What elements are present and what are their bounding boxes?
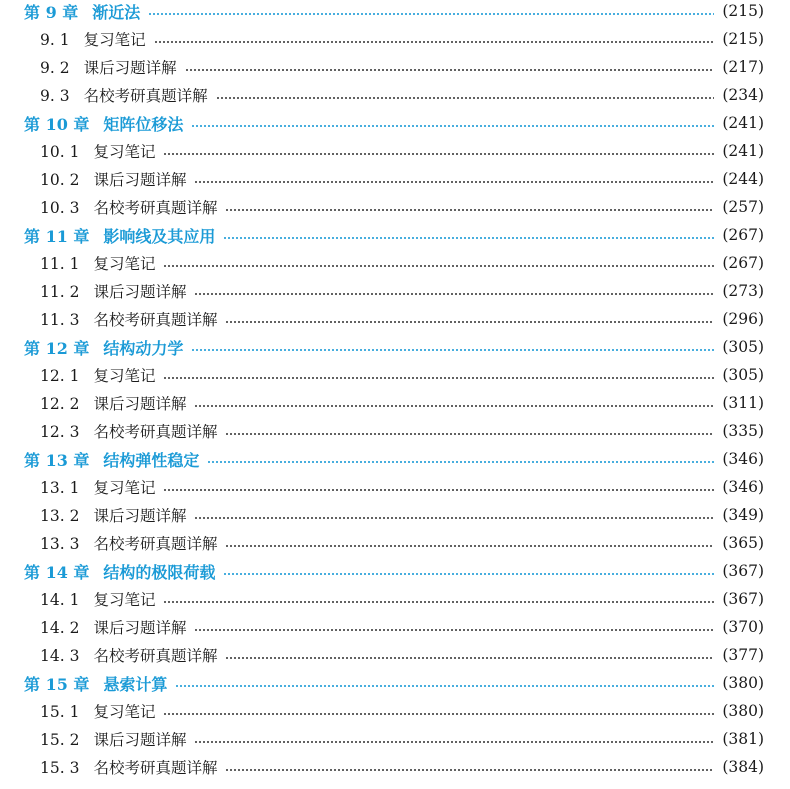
toc-entry-label xyxy=(40,588,155,610)
toc-chapter-row[interactable] xyxy=(24,0,764,25)
section-number: 11. 1 xyxy=(40,255,80,273)
chapter-title: 渐近法 xyxy=(92,2,141,22)
toc-section-row[interactable] xyxy=(40,305,764,333)
toc-chapter-row[interactable] xyxy=(24,333,764,361)
toc-section-row[interactable] xyxy=(40,137,764,165)
dot-leader xyxy=(194,293,714,295)
toc-section-row[interactable] xyxy=(40,613,764,641)
section-number: 11. 3 xyxy=(40,311,80,329)
page-number: (346) xyxy=(722,450,764,468)
dot-leader xyxy=(225,433,714,435)
section-number: 15. 3 xyxy=(40,759,80,777)
page-number: (349) xyxy=(722,506,764,524)
toc-entry-label xyxy=(40,140,155,162)
toc-entry-label xyxy=(40,56,177,78)
toc-entry-label xyxy=(40,28,146,50)
toc-section-row[interactable] xyxy=(40,725,764,753)
section-title: 名校考研真题详解 xyxy=(93,311,218,329)
section-title: 课后习题详解 xyxy=(83,59,177,77)
chapter-title: 矩阵位移法 xyxy=(103,114,184,134)
toc-entry-label xyxy=(40,476,155,498)
dot-leader xyxy=(194,405,714,407)
section-number: 9. 2 xyxy=(40,59,70,77)
page-number: (215) xyxy=(722,30,764,48)
page-number: (217) xyxy=(722,58,764,76)
page-number: (267) xyxy=(722,254,764,272)
section-title: 名校考研真题详解 xyxy=(83,87,208,105)
section-title: 名校考研真题详解 xyxy=(93,647,218,665)
toc-section-row[interactable] xyxy=(40,277,764,305)
section-title: 名校考研真题详解 xyxy=(93,759,218,777)
toc-entry-label xyxy=(24,0,140,23)
toc-section-row[interactable] xyxy=(40,529,764,557)
dot-leader xyxy=(216,97,715,99)
dot-leader xyxy=(225,769,714,771)
toc-section-row[interactable] xyxy=(40,501,764,529)
toc-entry-label xyxy=(24,560,215,583)
toc-section-row[interactable] xyxy=(40,389,764,417)
toc-entry-label xyxy=(40,280,186,302)
toc-chapter-row[interactable] xyxy=(24,557,764,585)
toc-entry-label xyxy=(24,336,183,359)
toc-section-row[interactable] xyxy=(40,361,764,389)
dot-leader xyxy=(185,69,715,71)
toc-entry-label xyxy=(24,672,167,695)
dot-leader xyxy=(194,517,714,519)
toc-section-row[interactable] xyxy=(40,473,764,501)
toc-entry-label xyxy=(40,756,217,778)
toc-entry-label xyxy=(40,504,186,526)
section-title: 复习笔记 xyxy=(93,703,156,721)
toc-entry-label xyxy=(40,308,217,330)
toc-entry-label xyxy=(40,532,217,554)
section-number: 10. 1 xyxy=(40,143,80,161)
section-number: 13. 2 xyxy=(40,507,80,525)
toc-chapter-row[interactable] xyxy=(24,445,764,473)
page-number: (257) xyxy=(722,198,764,216)
toc-entry-label xyxy=(40,420,217,442)
section-number: 14. 2 xyxy=(40,619,80,637)
page-number: (241) xyxy=(722,114,764,132)
dot-leader xyxy=(194,629,714,631)
page-number: (365) xyxy=(722,534,764,552)
chapter-number: 第 14 章 xyxy=(24,562,90,582)
section-number: 9. 3 xyxy=(40,87,70,105)
chapter-number: 第 12 章 xyxy=(24,338,90,358)
toc-entry-label xyxy=(40,196,217,218)
dot-leader xyxy=(207,461,714,463)
page-number: (305) xyxy=(722,338,764,356)
dot-leader xyxy=(163,489,714,491)
section-title: 课后习题详解 xyxy=(93,619,187,637)
chapter-title: 结构弹性稳定 xyxy=(103,450,200,470)
section-number: 15. 1 xyxy=(40,703,80,721)
page-number: (380) xyxy=(722,702,764,720)
page-number: (370) xyxy=(722,618,764,636)
section-title: 复习笔记 xyxy=(93,143,156,161)
section-number: 12. 1 xyxy=(40,367,80,385)
page-number: (367) xyxy=(722,562,764,580)
dot-leader xyxy=(225,321,714,323)
section-title: 课后习题详解 xyxy=(93,283,187,301)
toc-section-row[interactable] xyxy=(40,753,764,781)
toc-entry-label xyxy=(24,224,215,247)
chapter-number: 第 10 章 xyxy=(24,114,90,134)
toc-section-row[interactable] xyxy=(40,697,764,725)
dot-leader xyxy=(175,685,714,687)
page-number: (346) xyxy=(722,478,764,496)
chapter-number: 第 13 章 xyxy=(24,450,90,470)
chapter-number: 第 11 章 xyxy=(24,226,90,246)
dot-leader xyxy=(225,209,714,211)
dot-leader xyxy=(194,181,714,183)
toc-section-row[interactable] xyxy=(40,585,764,613)
section-number: 9. 1 xyxy=(40,31,70,49)
section-title: 名校考研真题详解 xyxy=(93,423,218,441)
page-number: (305) xyxy=(722,366,764,384)
dot-leader xyxy=(194,741,714,743)
toc-section-row[interactable] xyxy=(40,249,764,277)
section-number: 12. 3 xyxy=(40,423,80,441)
page-number: (244) xyxy=(722,170,764,188)
page-number: (311) xyxy=(722,394,764,412)
page-number: (234) xyxy=(722,86,764,104)
page-number: (384) xyxy=(722,758,764,776)
section-title: 名校考研真题详解 xyxy=(93,199,218,217)
toc-entry-label xyxy=(40,644,217,666)
page-number: (241) xyxy=(722,142,764,160)
page-number: (296) xyxy=(722,310,764,328)
dot-leader xyxy=(223,237,714,239)
dot-leader xyxy=(163,713,714,715)
dot-leader xyxy=(163,601,714,603)
section-title: 名校考研真题详解 xyxy=(93,535,218,553)
toc-section-row[interactable] xyxy=(40,165,764,193)
toc-entry-label xyxy=(24,112,183,135)
dot-leader xyxy=(154,41,715,43)
chapter-title: 结构动力学 xyxy=(103,338,184,358)
chapter-number: 第 9 章 xyxy=(24,2,79,22)
chapter-title: 悬索计算 xyxy=(103,674,168,694)
section-title: 课后习题详解 xyxy=(93,171,187,189)
section-number: 13. 3 xyxy=(40,535,80,553)
page-number: (377) xyxy=(722,646,764,664)
toc-entry-label xyxy=(40,84,208,106)
toc-entry-label xyxy=(40,364,155,386)
chapter-title: 影响线及其应用 xyxy=(103,226,216,246)
toc-entry-label xyxy=(40,616,186,638)
page-number: (380) xyxy=(722,674,764,692)
dot-leader xyxy=(163,377,714,379)
section-title: 复习笔记 xyxy=(93,479,156,497)
section-number: 13. 1 xyxy=(40,479,80,497)
dot-leader xyxy=(148,13,714,15)
page-number: (335) xyxy=(722,422,764,440)
chapter-number: 第 15 章 xyxy=(24,674,90,694)
section-number: 10. 3 xyxy=(40,199,80,217)
section-title: 复习笔记 xyxy=(93,367,156,385)
toc-entry-label xyxy=(24,448,199,471)
dot-leader xyxy=(225,657,714,659)
toc-chapter-row[interactable] xyxy=(24,669,764,697)
toc-section-row[interactable] xyxy=(40,81,764,109)
dot-leader xyxy=(191,125,714,127)
page-number: (215) xyxy=(722,2,764,20)
section-number: 15. 2 xyxy=(40,731,80,749)
toc-chapter-row[interactable] xyxy=(24,109,764,137)
toc-section-row[interactable] xyxy=(40,25,764,53)
section-title: 课后习题详解 xyxy=(93,507,187,525)
page-number: (381) xyxy=(722,730,764,748)
toc-section-row[interactable] xyxy=(40,193,764,221)
section-title: 复习笔记 xyxy=(93,255,156,273)
toc-entry-label xyxy=(40,252,155,274)
page-number: (273) xyxy=(722,282,764,300)
toc-chapter-row[interactable] xyxy=(24,221,764,249)
dot-leader xyxy=(225,545,714,547)
toc-entry-label xyxy=(40,168,186,190)
dot-leader xyxy=(223,573,714,575)
toc-section-row[interactable] xyxy=(40,641,764,669)
toc-section-row[interactable] xyxy=(40,417,764,445)
section-title: 复习笔记 xyxy=(93,591,156,609)
toc-entry-label xyxy=(40,700,155,722)
section-number: 14. 3 xyxy=(40,647,80,665)
dot-leader xyxy=(163,153,714,155)
section-number: 14. 1 xyxy=(40,591,80,609)
page-number: (267) xyxy=(722,226,764,244)
toc-entry-label xyxy=(40,728,186,750)
dot-leader xyxy=(191,349,714,351)
toc-entry-label xyxy=(40,392,186,414)
section-title: 复习笔记 xyxy=(83,31,146,49)
section-number: 10. 2 xyxy=(40,171,80,189)
section-title: 课后习题详解 xyxy=(93,395,187,413)
page-number: (367) xyxy=(722,590,764,608)
section-number: 12. 2 xyxy=(40,395,80,413)
toc-section-row[interactable] xyxy=(40,53,764,81)
section-number: 11. 2 xyxy=(40,283,80,301)
dot-leader xyxy=(163,265,714,267)
section-title: 课后习题详解 xyxy=(93,731,187,749)
chapter-title: 结构的极限荷载 xyxy=(103,562,216,582)
